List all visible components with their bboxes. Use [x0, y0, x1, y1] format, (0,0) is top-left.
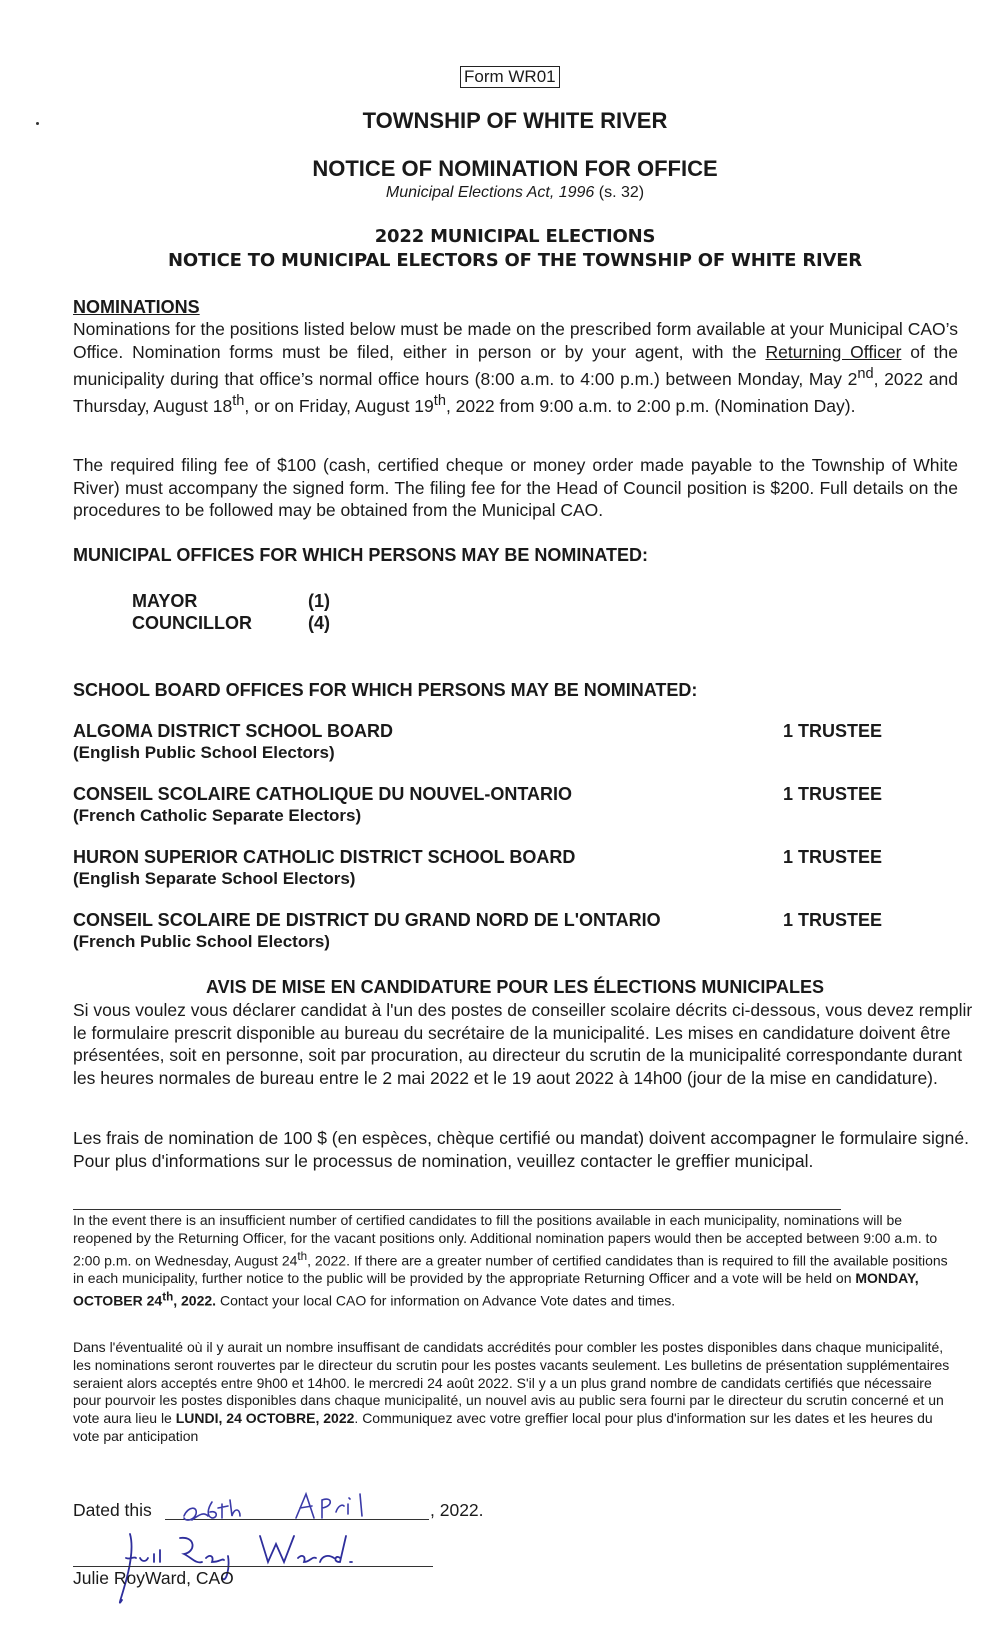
year-text: , 2022.: [430, 1500, 484, 1520]
nominations-heading: NOMINATIONS: [73, 297, 200, 317]
school-board-heading: SCHOOL BOARD OFFICES FOR WHICH PERSONS MAY BE NOMINATED:: [73, 680, 698, 700]
office-row-mayor: MAYOR (1): [132, 591, 330, 611]
signer-name: Julie RoyWard, CAO: [73, 1568, 234, 1588]
trustee-count: 1 TRUSTEE: [783, 847, 883, 867]
nominations-paragraph: Nominations for the positions listed below must be made on the prescribed form available at your Municipal CAO’s Office. Nomination forms must be filed, either in person or by your agent, with the Returning Officer of the municipality during that office’s normal office hours (8:00 a.m. to 4:00 p.m.) between Monday, May 2nd, 2022 and Thursday, August 18th, or on Friday, August 19th, 2022 from 9:00 a.m. to 2:00 p.m. (Nomination Day).: [73, 319, 958, 417]
trustee-count: 1 TRUSTEE: [783, 910, 883, 930]
office-row-councillor: COUNCILLOR (4): [132, 613, 330, 633]
board-electors: (English Public School Electors): [73, 743, 335, 762]
french-paragraph-1: Si vous voulez vous déclarer candidat à l'un des postes de conseiller scolaire décrits ci-dessous, vous devez remplir le formulaire prescrit disponible au bureau du secrétaire de la municipalité. Les mises en candidature doivent être présentées, soit en personne, soit par procuration, au directeur du scrutin de la municipalité correspondante durant les heures normales de bureau entre le 2 mai 2022 et le 19 aout 2022 à 14h00 (jour de la mise en candidature).: [73, 1000, 973, 1088]
handwritten-month: [292, 1490, 402, 1520]
municipal-offices-heading: MUNICIPAL OFFICES FOR WHICH PERSONS MAY BE NOMINATED:: [73, 545, 649, 565]
school-board-row: [73, 783, 903, 827]
elections-subtitle: 2022 MUNICIPAL ELECTIONS: [374, 226, 656, 247]
school-board-row: [73, 720, 903, 764]
electors-subtitle: NOTICE TO MUNICIPAL ELECTORS OF THE TOWNSHIP OF WHITE RIVER: [168, 250, 862, 271]
footnote-english: In the event there is an insufficient number of certified candidates to fill the positions available in each municipality, nominations will be reopened by the Returning Officer, for the vacant positions only. Additional nomination papers would then be accepted between 9:00 a.m. to 2:00 p.m. on Wednesday, August 24th, 2022. If there are a greater number of certified candidates than is required to fill the available positions in each municipality, further notice to the public will be provided by the appropriate Returning Officer and a vote will be held on MONDAY, OCTOBER 24th, 2022. Contact your local CAO for information on Advance Vote dates and times.: [73, 1212, 948, 1309]
act-name: Municipal Elections Act, 1996: [385, 184, 595, 201]
signature-line: [73, 1566, 433, 1567]
school-board-row: [73, 846, 903, 890]
board-name: HURON SUPERIOR CATHOLIC DISTRICT SCHOOL BOARD: [73, 847, 576, 867]
footnote-french: Dans l'éventualité où il y aurait un nombre insuffisant de candidats accrédités pour combler les postes disponibles dans chaque municipalité, les nominations seront rouvertes par le directeur du scrutin pour les postes vacants seulement. Les bulletins de présentation supplémentaires seraient alors acceptés entre 9h00 et 14h00. le mercredi 24 août 2022. S'il y a un plus grand nombre de candidats certifiés que nécessaire pour pourvoir les postes disponibles dans chaque municipalité, un nouvel avis au public sera fourni par le directeur du scrutin concerné et un vote aura lieu le LUNDI, 24 OCTOBRE, 2022. Communiquez avec votre greffier local pour plus d'information sur les dates et les heures du vote par anticipation: [73, 1339, 950, 1444]
board-name: CONSEIL SCOLAIRE CATHOLIQUE DU NOUVEL-ONTARIO: [73, 784, 573, 804]
board-name: CONSEIL SCOLAIRE DE DISTRICT DU GRAND NORD DE L'ONTARIO: [73, 910, 661, 930]
french-notice-title: AVIS DE MISE EN CANDIDATURE POUR LES ÉLECTIONS MUNICIPALES: [205, 977, 825, 997]
board-electors: (English Separate School Electors): [73, 869, 356, 888]
township-title: TOWNSHIP OF WHITE RIVER: [362, 108, 668, 133]
filing-fee-paragraph: The required filing fee of $100 (cash, certified cheque or money order made payable to the Township of White River) must accompany the signed form. The filing fee for the Head of Council position is $200. Full details on the procedures to be followed may be obtained from the Municipal CAO.: [73, 455, 958, 520]
trustee-count: 1 TRUSTEE: [783, 784, 883, 804]
french-paragraph-2: Les frais de nomination de 100 $ (en espèces, chèque certifié ou mandat) doivent accompagner le formulaire signé. Pour plus d'informations sur le processus de nomination, veuillez contacter le greffier municipal.: [73, 1128, 969, 1171]
form-id-box: Form WR01: [460, 66, 560, 88]
board-electors: (French Public School Electors): [73, 932, 330, 951]
act-reference: [0, 184, 1000, 202]
handwritten-day: [178, 1494, 288, 1524]
dated-label: Dated this: [73, 1500, 152, 1520]
notice-title: NOTICE OF NOMINATION FOR OFFICE: [312, 156, 718, 181]
board-electors: (French Catholic Separate Electors): [73, 806, 362, 825]
school-board-row: [73, 909, 903, 953]
footnote-divider: [73, 1209, 841, 1210]
board-name: ALGOMA DISTRICT SCHOOL BOARD: [73, 721, 393, 741]
act-section: (s. 32): [598, 184, 645, 201]
trustee-count: 1 TRUSTEE: [783, 721, 883, 741]
returning-officer-text: Returning Officer: [765, 341, 902, 362]
